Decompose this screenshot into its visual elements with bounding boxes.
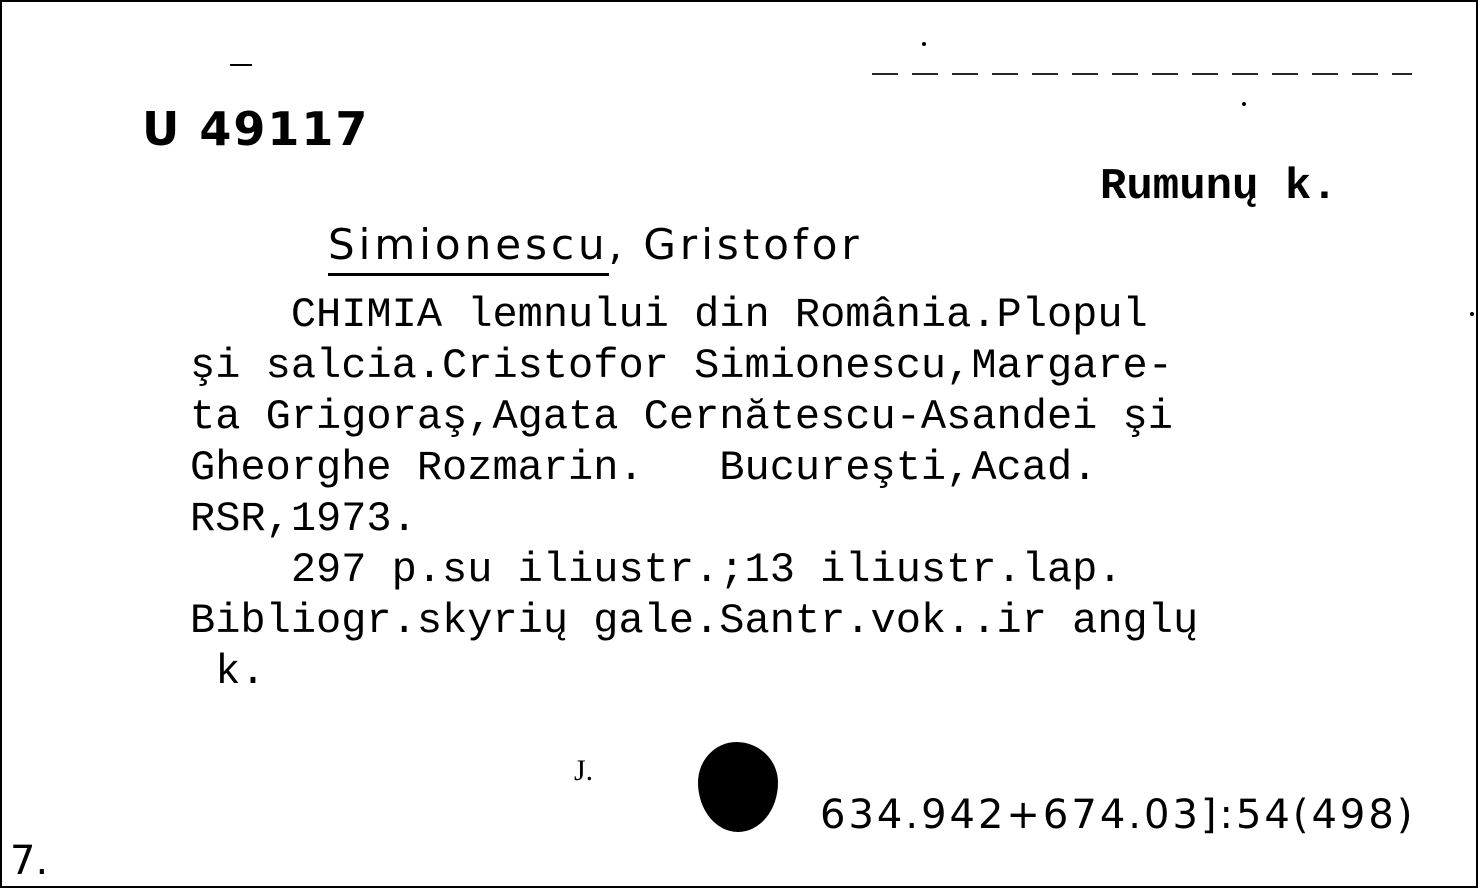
description-line: Bibliogr.skyrių gale.Santr.vok..ir anglų [190,597,1199,645]
description-line: Gheorghe Rozmarin. Bucureşti,Acad. [190,444,1098,492]
author-separator: , [608,220,627,269]
punch-hole [698,742,778,832]
author-surname: Simionescu [328,220,609,276]
bibliographic-description [190,290,1420,698]
initial-mark: J. [574,754,594,787]
description-line: RSR,1973. [190,495,417,543]
description-line: şi salcia.Cristofor Simionescu,Margare- [190,342,1173,390]
description-line: CHIMIA lemnului din România.Plopul [190,291,1148,339]
author-heading [328,220,863,269]
description-line: 297 p.su iliustr.;13 iliustr.lap. [190,546,1123,594]
dashed-rule [872,73,1412,75]
ink-speck [1470,312,1474,316]
udc-classification: 634.942+674.03]:54(498) [820,792,1416,838]
description-line: k. [190,648,266,696]
inventory-number: U 49117 [142,102,370,156]
ink-mark [230,64,252,66]
description-line: ta Grigoraş,Agata Cernătescu-Asandei şi [190,393,1173,441]
ink-speck [922,42,926,46]
corner-mark: 7. [10,838,49,884]
author-given-name: Gristofor [643,220,863,269]
department-label: Rumunų k. [1100,162,1338,212]
ink-speck [1242,102,1246,106]
